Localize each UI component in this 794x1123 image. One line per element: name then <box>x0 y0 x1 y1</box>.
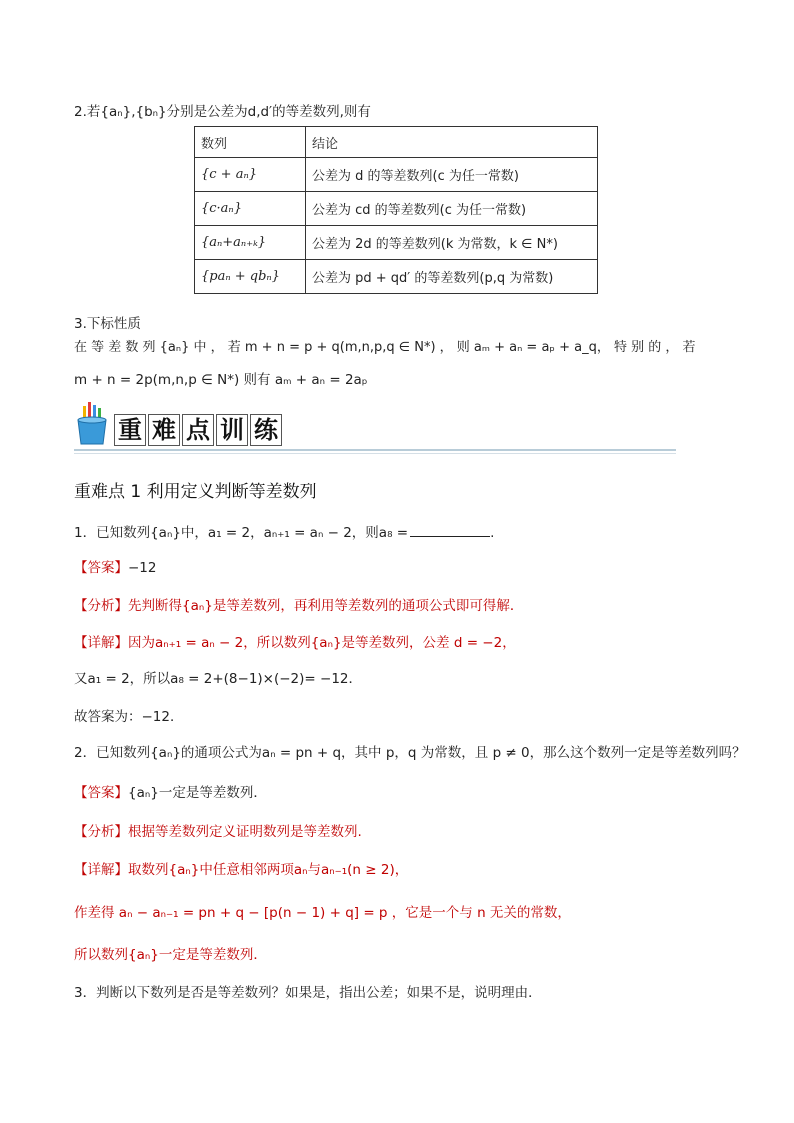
pencil-cup-icon <box>74 400 110 448</box>
table-row <box>195 260 598 294</box>
q1-question: 1．已知数列{aₙ}中，a₁ = 2，aₙ₊₁ = aₙ − 2，则a₈ = . <box>74 525 495 541</box>
banner-char: 训 <box>216 414 248 446</box>
banner-title <box>114 414 284 446</box>
analysis-tag: 【分析】 <box>74 598 128 614</box>
q1-conclusion: 故答案为：−12． <box>74 709 184 725</box>
q2-analysis <box>74 820 362 840</box>
table-row <box>195 158 598 192</box>
q2-conclusion: 所以数列{aₙ}一定是等差数列． <box>74 947 267 963</box>
answer-tag: 【答案】 <box>74 560 128 576</box>
table-row <box>195 226 598 260</box>
table-cell: 公差为 2d 的等差数列(k 为常数，k ∈ N*) <box>306 226 598 260</box>
banner-rule <box>74 449 676 451</box>
table-cell: {paₙ + qbₙ} <box>195 260 306 294</box>
table-cell: 公差为 cd 的等差数列(c 为任一常数) <box>306 192 598 226</box>
table-header-cell: 数列 <box>195 127 306 158</box>
section-3-line-2: m + n = 2p(m,n,p ∈ N*) 则有 aₘ + aₙ = 2aₚ <box>74 372 368 388</box>
q2-detail-line-2: 作差得 aₙ − aₙ₋₁ = pn + q − [p(n − 1) + q] = p ，它是一个与 n 无关的常数， <box>74 905 571 921</box>
banner-char: 练 <box>250 414 282 446</box>
answer-text: {aₙ}一定是等差数列． <box>128 785 267 801</box>
table-cell: {aₙ+aₙ₊ₖ} <box>195 226 306 260</box>
q2-detail <box>74 858 408 878</box>
properties-table <box>194 126 598 294</box>
section-heading: 重难点 1 利用定义判断等差数列 <box>74 482 317 502</box>
q1-detail-line-2: 又a₁ = 2，所以a₈ = 2+(8−1)×(−2)= −12． <box>74 671 363 687</box>
banner-rule-thin <box>74 453 676 454</box>
table-cell: {c + aₙ} <box>195 158 306 192</box>
table-cell: 公差为 d 的等差数列(c 为任一常数) <box>306 158 598 192</box>
detail-tag: 【详解】 <box>74 862 128 878</box>
banner-char: 点 <box>182 414 214 446</box>
banner-char: 难 <box>148 414 180 446</box>
section-banner <box>74 400 676 456</box>
q3-question: 3．判断以下数列是否是等差数列？如果是，指出公差；如果不是，说明理由． <box>74 985 542 1001</box>
table-cell: 公差为 pd + qd′ 的等差数列(p,q 为常数) <box>306 260 598 294</box>
section-3-title: 3.下标性质 <box>74 316 141 332</box>
q2-question: 2．已知数列{aₙ}的通项公式为aₙ = pn + q，其中 p，q 为常数，且 p ≠ 0，那么这个数列一定是等差数列吗？ <box>74 745 746 761</box>
analysis-text: 根据等差数列定义证明数列是等差数列. <box>128 824 362 840</box>
banner-char: 重 <box>114 414 146 446</box>
detail-text: 因为aₙ₊₁ = aₙ − 2，所以数列{aₙ}是等差数列，公差 d = −2， <box>128 635 516 651</box>
section-2-intro: 2.若{aₙ},{bₙ}分别是公差为d,d′的等差数列,则有 <box>74 104 371 120</box>
q1-answer <box>74 556 157 576</box>
table-row <box>195 192 598 226</box>
table-header-row <box>195 127 598 158</box>
section-3-line-1: 在 等 差 数 列 {aₙ} 中 ， 若 m + n = p + q(m,n,p,q ∈ N*) ， 则 aₘ + aₙ = aₚ + a_q， 特 别 的 ， 若 <box>74 340 696 355</box>
table-cell: {c·aₙ} <box>195 192 306 226</box>
table-header-cell: 结论 <box>306 127 598 158</box>
detail-tag: 【详解】 <box>74 635 128 651</box>
q1-question-text: 1．已知数列{aₙ}中，a₁ = 2，aₙ₊₁ = aₙ − 2，则a₈ = <box>74 525 409 541</box>
q1-analysis <box>74 594 523 614</box>
detail-text: 取数列{aₙ}中任意相邻两项aₙ与aₙ₋₁(n ≥ 2)， <box>128 862 409 878</box>
analysis-text: 先判断得{aₙ}是等差数列，再利用等差数列的通项公式即可得解． <box>128 598 524 614</box>
analysis-tag: 【分析】 <box>74 824 128 840</box>
answer-blank <box>410 524 490 537</box>
q1-detail <box>74 631 516 651</box>
q2-answer <box>74 781 267 801</box>
answer-tag: 【答案】 <box>74 785 128 801</box>
answer-text: −12 <box>128 560 157 576</box>
